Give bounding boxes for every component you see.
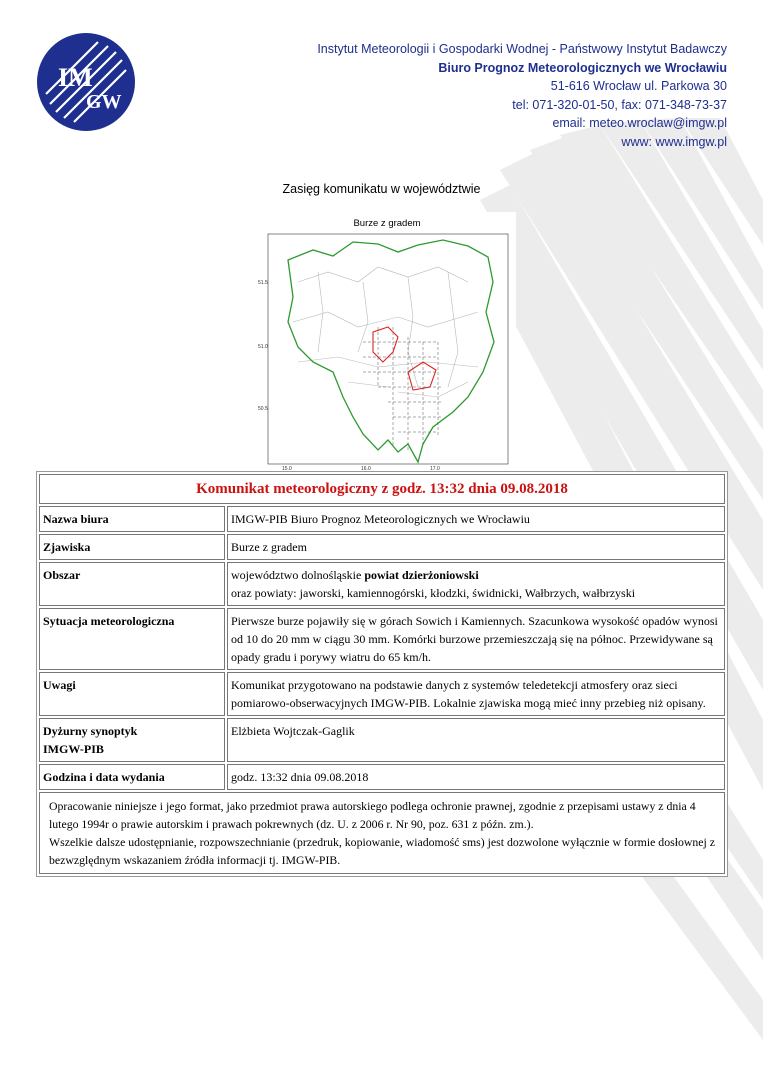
warning-area-map	[258, 212, 516, 470]
area-main-district: powiat dzierżoniowski	[364, 568, 479, 582]
lon-label-1: 15.0	[282, 466, 292, 470]
www-link[interactable]: www: www.imgw.pl	[621, 134, 727, 149]
logo-text-bottom: GW	[86, 91, 122, 113]
table-row	[39, 562, 725, 606]
lat-label-1: 51.5	[258, 280, 268, 286]
lon-label-3: 17.0	[430, 466, 440, 470]
lon-label-2: 16.0	[361, 466, 371, 470]
map-title: Burze z gradem	[353, 218, 421, 229]
office-label: Nazwa biura	[39, 506, 225, 532]
bulletin-title: Komunikat meteorologiczny z godz. 13:32 dnia 09.08.2018	[39, 474, 725, 504]
forecaster-label	[39, 718, 225, 762]
remarks-label: Uwagi	[39, 672, 225, 716]
table-row	[39, 672, 725, 716]
table-row	[39, 718, 725, 762]
area-other-districts: oraz powiaty: jaworski, kamiennogórski, kłodzki, świdnicki, Wałbrzych, wałbrzyski	[231, 586, 636, 600]
email-link[interactable]: email: meteo.wroclaw@imgw.pl	[552, 116, 727, 131]
forecaster-label-line1: Dyżurny synoptyk	[43, 724, 138, 738]
situation-value: Pierwsze burze pojawiły się w górach Sowich i Kamiennych. Szacunkowa wysokość opadów wynosi od 10 do 20 mm w ciągu 30 mm. Komórki burzowe przemieszczają się na północ. Przewidywane są opady gradu i porywy wiatru do 65 km/h.	[227, 608, 725, 670]
copyright-paragraph-1: Opracowanie niniejsze i jego format, jako przedmiot prawa autorskiego podlega ochronie prawnej, zgodnie z przepisami ustawy z dnia 4 lutego 1994r o prawie autorskim i prawach pokrewnych (dz. U. z 2006 r. Nr 90, poz. 631 z późn. zm.).	[49, 799, 696, 831]
area-value	[227, 562, 725, 606]
issued-value: godz. 13:32 dnia 09.08.2018	[227, 764, 725, 790]
copyright-notice	[39, 792, 725, 874]
area-voivodeship: województwo dolnośląskie	[231, 568, 365, 582]
institute-name: Instytut Meteorologii i Gospodarki Wodnej - Państwowy Instytut Badawczy	[317, 42, 727, 56]
phone-fax: tel: 071-320-01-50, fax: 071-348-73-37	[512, 97, 727, 112]
imgw-logo	[36, 32, 136, 132]
map-caption: Zasięg komunikatu w województwie	[282, 182, 481, 196]
lat-label-2: 51.0	[258, 344, 268, 350]
address: 51-616 Wrocław ul. Parkowa 30	[550, 79, 727, 94]
phenomenon-label: Zjawiska	[39, 534, 225, 560]
lat-label-3: 50.5	[258, 406, 268, 412]
table-row	[39, 506, 725, 532]
logo-text-top: IM	[58, 63, 93, 92]
forecaster-value: Elżbieta Wojtczak-Gaglik	[227, 718, 725, 762]
phenomenon-value: Burze z gradem	[227, 534, 725, 560]
remarks-value: Komunikat przygotowano na podstawie danych z systemów teledetekcji atmosfery oraz sieci pomiarowo-obserwacyjnych IMGW-PIB. Lokalnie zjawiska mogą mieć inny przebieg niż opisany.	[227, 672, 725, 716]
table-row	[39, 764, 725, 790]
table-row	[39, 608, 725, 670]
situation-label: Sytuacja meteorologiczna	[39, 608, 225, 670]
office-name: Biuro Prognoz Meteorologicznych we Wrocławiu	[438, 60, 727, 75]
office-value: IMGW-PIB Biuro Prognoz Meteorologicznych we Wrocławiu	[227, 506, 725, 532]
forecaster-label-line2: IMGW-PIB	[43, 742, 104, 756]
copyright-paragraph-2: Wszelkie dalsze udostępnianie, rozpowszechnianie (przedruk, kopiowanie, wiadomość sms) jest dozwolone wyłącznie w formie dosłownej z bezwzględnym wskazaniem źródła informacji tj. IMGW-PIB.	[49, 835, 715, 867]
table-row	[39, 534, 725, 560]
bulletin-table	[36, 471, 728, 877]
issued-label: Godzina i data wydania	[39, 764, 225, 790]
institution-header	[317, 40, 727, 152]
area-label: Obszar	[39, 562, 225, 606]
